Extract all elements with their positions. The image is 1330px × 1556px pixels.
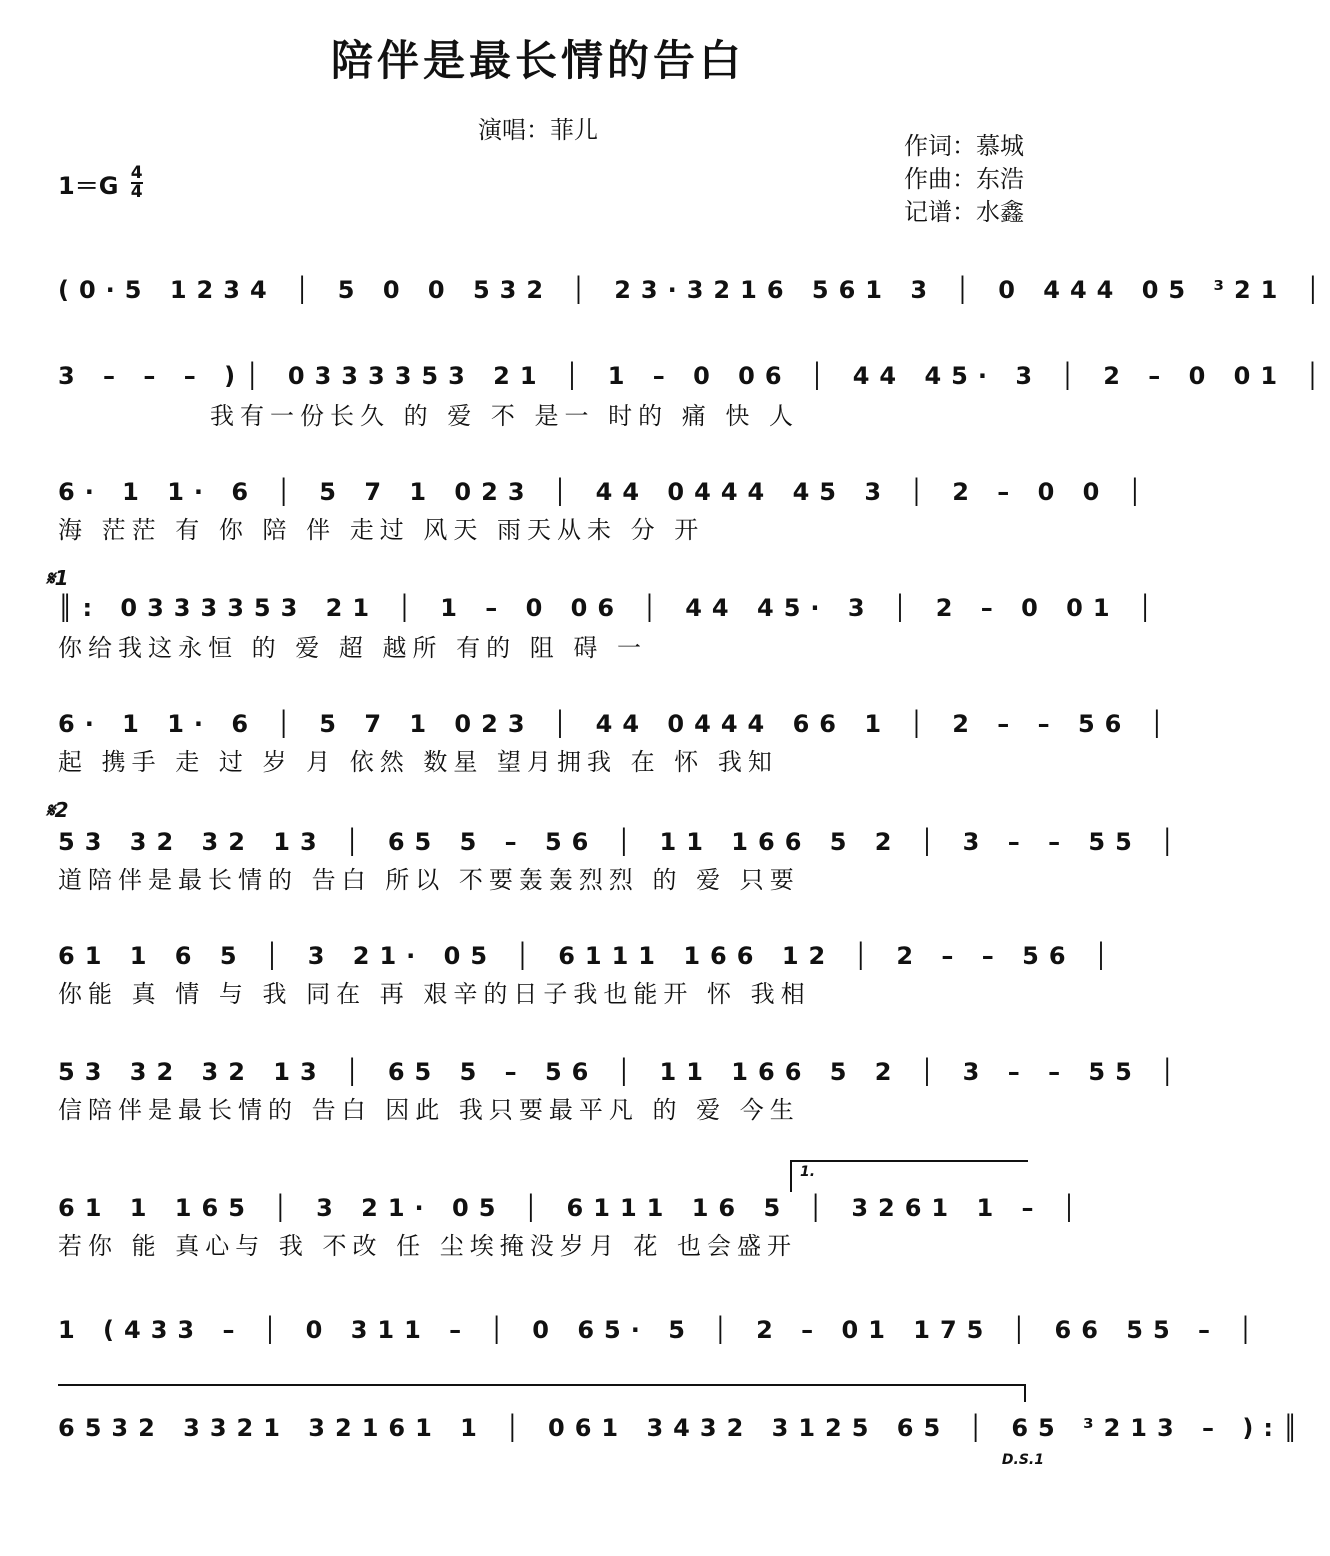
credits-block: [904, 130, 1024, 229]
composer-credit: 作曲：东浩: [904, 165, 1024, 193]
notation-line-9: 61 1 165 │ 3 21· 05 │ 6111 16 5 │ 3261 1 – │: [58, 1194, 1087, 1222]
page-title: 陪伴是最长情的告白: [330, 36, 745, 85]
singer-credit: 演唱：菲儿: [478, 116, 598, 144]
interlude-bracket: [58, 1384, 1026, 1402]
lyrics-line-3: 海 茫茫 有 你 陪 伴 走过 风天 雨天从未 分 开: [58, 516, 705, 544]
notation-line-7: 61 1 6 5 │ 3 21· 05 │ 6111 166 12 │ 2 – – 56 │: [58, 942, 1119, 970]
notation-line-6: 53 32 32 13 │ 65 5 – 56 │ 11 166 5 2 │ 3 – – 55 │: [58, 828, 1185, 856]
key-signature: [58, 163, 143, 205]
segno-1: 𝄋1: [46, 566, 69, 590]
lyricist-credit: 作词：慕城: [904, 132, 1024, 160]
notation-line-11: 6532 3321 32161 1 │ 061 3432 3125 65 │ 65 ³213 – ):║: [58, 1414, 1308, 1442]
ds-marking: D.S.1: [1001, 1452, 1044, 1468]
notation-line-3: 6· 1 1· 6 │ 5 7 1 023 │ 44 0444 45 3 │ 2 – 0 0 │: [58, 478, 1153, 506]
notation-line-5: 6· 1 1· 6 │ 5 7 1 023 │ 44 0444 66 1 │ 2 – – 56 │: [58, 710, 1175, 738]
time-bottom: 4: [130, 182, 143, 202]
time-signature: [131, 165, 143, 201]
key-label: 1＝G: [58, 172, 119, 200]
notation-line-4: ║: 0333353 21 │ 1 – 0 06 │ 44 45· 3 │ 2 – 0 01 │: [58, 594, 1163, 622]
time-top: 4: [130, 163, 143, 183]
lyrics-line-5: 起 携手 走 过 岁 月 依然 数星 望月拥我 在 怀 我知: [58, 748, 778, 776]
lyrics-line-2: 我有一份长久 的 爱 不 是一 时的 痛 快 人: [210, 402, 800, 430]
notation-line-10: 1 (433 – │ 0 311 – │ 0 65· 5 │ 2 – 01 175 │ 66 55 – │: [58, 1316, 1263, 1344]
notation-line-2: 3 – – – )│ 0333353 21 │ 1 – 0 06 │ 44 45· 3 │ 2 – 0 01 │: [58, 362, 1330, 390]
lyrics-line-6: 道陪伴是最长情的 告白 所以 不要轰轰烈烈 的 爱 只要: [58, 866, 800, 894]
lyrics-line-9: 若你 能 真心与 我 不改 任 尘埃掩没岁月 花 也会盛开: [58, 1232, 798, 1260]
notation-line-8: 53 32 32 13 │ 65 5 – 56 │ 11 166 5 2 │ 3 – – 55 │: [58, 1058, 1185, 1086]
lyrics-line-8: 信陪伴是最长情的 告白 因此 我只要最平凡 的 爱 今生: [58, 1096, 800, 1124]
segno-2: 𝄋2: [46, 798, 69, 822]
notation-line-1: (0·5 1234 │ 5 0 0 532 │ 23·3216 561 3 │ 0 444 05 ³21 │: [58, 276, 1330, 304]
lyrics-line-7: 你能 真 情 与 我 同在 再 艰辛的日子我也能开 怀 我相: [58, 980, 811, 1008]
transcriber-credit: 记谱：水鑫: [904, 198, 1024, 226]
volta-label: 1.: [800, 1164, 816, 1180]
lyrics-line-4: 你给我这永恒 的 爱 超 越所 有的 阻 碍 一: [58, 634, 648, 662]
